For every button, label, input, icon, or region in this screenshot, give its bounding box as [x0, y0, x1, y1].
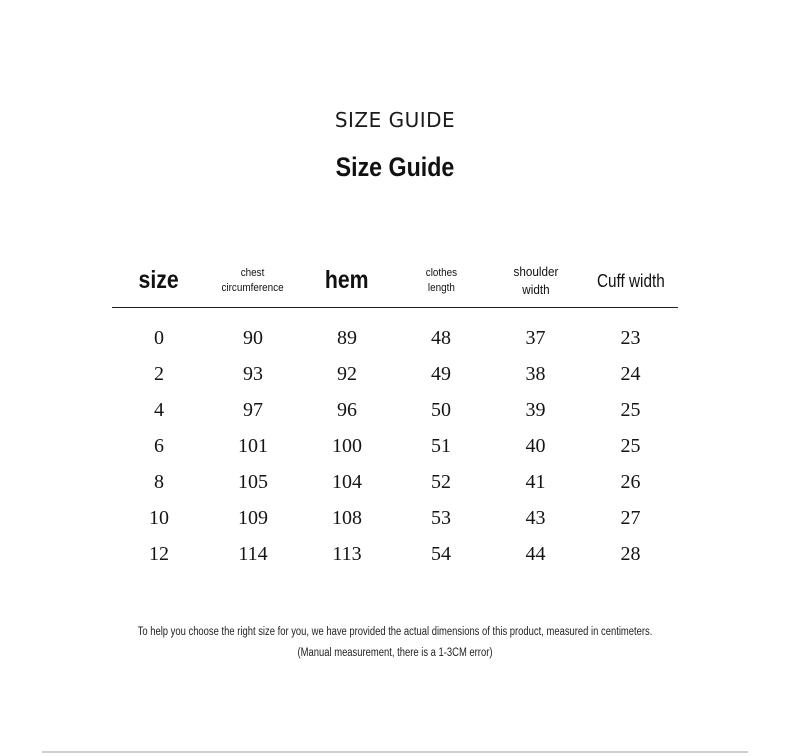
table-cell: 54	[431, 542, 451, 565]
table-cell: 101	[238, 434, 268, 457]
table-cell: 92	[337, 362, 357, 385]
table-cell: 105	[238, 470, 268, 493]
table-cell: 53	[431, 506, 451, 529]
table-cell: 37	[525, 326, 546, 349]
table-cell: 25	[620, 398, 641, 421]
table-cell: 97	[243, 398, 263, 421]
header-chest-circumference: chest circumference	[221, 267, 285, 294]
table-cell: 51	[431, 434, 451, 457]
table-row	[112, 356, 678, 392]
table-cell: 113	[332, 542, 362, 565]
table-cell: 40	[525, 434, 546, 457]
table-cell: 38	[525, 362, 546, 385]
bottom-divider	[42, 751, 748, 753]
table-cell: 0	[154, 326, 164, 349]
table-cell: 114	[238, 542, 268, 565]
header-cuff-width: Cuff width	[596, 270, 665, 291]
table-cell: 96	[337, 398, 357, 421]
table-cell: 104	[332, 470, 362, 493]
header-shoulder-width: shoulder width	[513, 264, 558, 297]
table-row	[112, 500, 678, 536]
measurement-error-note: (Manual measurement, there is a 1-3CM error)	[297, 647, 493, 659]
page-title: Size Guide	[335, 152, 455, 182]
table-cell: 39	[525, 398, 546, 421]
table-body	[112, 320, 678, 572]
table-header	[112, 255, 678, 307]
table-cell: 4	[154, 398, 164, 421]
table-cell: 28	[620, 542, 641, 565]
table-row	[112, 464, 678, 500]
table-cell: 100	[332, 434, 362, 457]
table-cell: 10	[149, 506, 169, 529]
table-cell: 12	[149, 542, 169, 565]
table-cell: 23	[620, 326, 641, 349]
table-cell: 108	[332, 506, 362, 529]
table-row	[112, 536, 678, 572]
table-row	[112, 428, 678, 464]
table-cell: 109	[238, 506, 268, 529]
table-cell: 6	[154, 434, 164, 457]
header-hem: hem	[325, 266, 369, 295]
table-cell: 49	[431, 362, 451, 385]
table-cell: 25	[620, 434, 641, 457]
table-cell: 24	[620, 362, 641, 385]
table-row	[112, 320, 678, 356]
table-cell: 90	[243, 326, 263, 349]
table-cell: 52	[431, 470, 451, 493]
table-cell: 27	[620, 506, 641, 529]
header-size: size	[138, 266, 180, 295]
table-cell: 48	[431, 326, 451, 349]
table-cell: 50	[431, 398, 451, 421]
size-table	[112, 255, 678, 565]
page-title-en: SIZE GUIDE	[334, 108, 456, 132]
header-clothes-length: clothes length	[425, 267, 457, 294]
measurement-note: To help you choose the right size for you, we have provided the actual dimensions of this product, measured in centimeters.	[137, 626, 653, 638]
table-cell: 43	[525, 506, 546, 529]
table-cell: 2	[154, 362, 164, 385]
table-cell: 44	[525, 542, 546, 565]
table-cell: 26	[620, 470, 641, 493]
table-cell: 41	[525, 470, 546, 493]
table-cell: 8	[154, 470, 164, 493]
header-divider	[112, 307, 678, 308]
table-cell: 89	[337, 326, 357, 349]
table-row	[112, 392, 678, 428]
table-cell: 93	[243, 362, 263, 385]
